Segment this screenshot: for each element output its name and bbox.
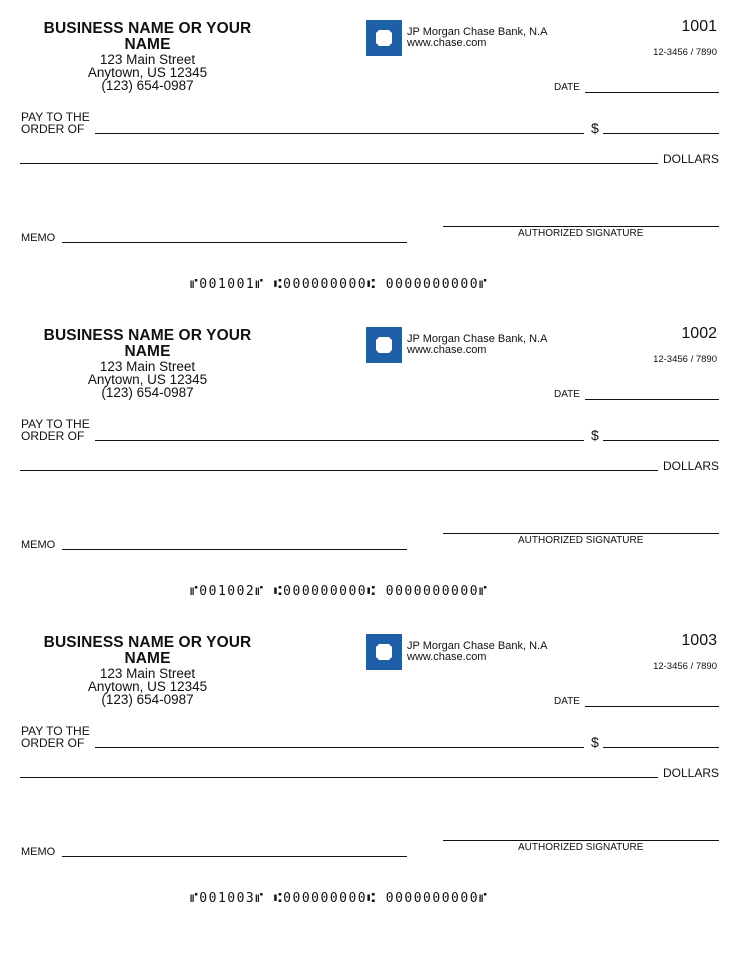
- micr-line: ⑈001003⑈ ⑆000000000⑆ 0000000000⑈: [190, 891, 489, 906]
- business-phone: (123) 654-0987: [101, 78, 194, 93]
- business-address: 123 Main Street: [99, 666, 196, 681]
- amount-words-field-line[interactable]: [20, 163, 658, 164]
- amount-field-line[interactable]: [603, 747, 719, 748]
- pay-to-label-line2: ORDER OF: [21, 121, 85, 136]
- amount-words-field-line[interactable]: [20, 777, 658, 778]
- business-address: 123 Main Street: [99, 52, 196, 67]
- bank-info: [407, 641, 547, 663]
- check-number: 1002: [681, 325, 717, 342]
- date-label: DATE: [554, 696, 580, 707]
- business-phone: (123) 654-0987: [101, 385, 194, 400]
- memo-field-line[interactable]: [62, 549, 407, 550]
- date-field-line[interactable]: [585, 92, 719, 93]
- memo-label: MEMO: [21, 232, 56, 244]
- dollar-sign: $: [591, 427, 599, 443]
- date-field-line[interactable]: [585, 706, 719, 707]
- business-name: BUSINESS NAME OR YOUR NAME: [43, 327, 252, 360]
- business-info: [20, 635, 275, 706]
- micr-line: ⑈001001⑈ ⑆000000000⑆ 0000000000⑈: [190, 277, 489, 292]
- business-city: Anytown, US 12345: [87, 679, 208, 694]
- memo-label: MEMO: [21, 539, 56, 551]
- date-field-line[interactable]: [585, 399, 719, 400]
- check-1: [0, 0, 742, 307]
- dollars-label: DOLLARS: [663, 459, 720, 473]
- memo-label: MEMO: [21, 846, 56, 858]
- business-info: [20, 21, 275, 92]
- payee-field-line[interactable]: [95, 747, 584, 748]
- payee-field-line[interactable]: [95, 133, 584, 134]
- pay-to-label-line1: PAY TO THE: [21, 417, 90, 431]
- pay-to-label-line2: ORDER OF: [21, 428, 85, 443]
- business-address: 123 Main Street: [99, 359, 196, 374]
- business-name: BUSINESS NAME OR YOUR NAME: [43, 20, 252, 53]
- dollars-label: DOLLARS: [663, 766, 720, 780]
- payee-field-line[interactable]: [95, 440, 584, 441]
- pay-to-label-line1: PAY TO THE: [21, 724, 90, 738]
- check-number: 1001: [681, 18, 717, 35]
- check-2: [0, 307, 742, 614]
- bank-url: www.chase.com: [407, 344, 487, 356]
- signature-field-line[interactable]: [443, 226, 719, 227]
- business-name: BUSINESS NAME OR YOUR NAME: [43, 634, 252, 667]
- business-phone: (123) 654-0987: [101, 692, 194, 707]
- signature-label: AUTHORIZED SIGNATURE: [518, 535, 644, 546]
- pay-to-label-line1: PAY TO THE: [21, 110, 90, 124]
- routing-fraction: 12-3456 / 7890: [653, 47, 717, 58]
- pay-to-label: [21, 726, 90, 749]
- signature-field-line[interactable]: [443, 533, 719, 534]
- routing-fraction: 12-3456 / 7890: [653, 354, 717, 365]
- routing-fraction: 12-3456 / 7890: [653, 661, 717, 672]
- dollar-sign: $: [591, 734, 599, 750]
- bank-name: JP Morgan Chase Bank, N.A: [407, 333, 548, 345]
- pay-to-label: [21, 419, 90, 442]
- business-city: Anytown, US 12345: [87, 65, 208, 80]
- micr-line: ⑈001002⑈ ⑆000000000⑆ 0000000000⑈: [190, 584, 489, 599]
- chase-logo-icon: [366, 327, 402, 363]
- bank-name: JP Morgan Chase Bank, N.A: [407, 26, 548, 38]
- bank-info: [407, 334, 547, 356]
- business-info: [20, 328, 275, 399]
- check-3: [0, 614, 742, 921]
- business-city: Anytown, US 12345: [87, 372, 208, 387]
- chase-logo-icon: [366, 634, 402, 670]
- signature-label: AUTHORIZED SIGNATURE: [518, 228, 644, 239]
- chase-logo-icon: [366, 20, 402, 56]
- check-number: 1003: [681, 632, 717, 649]
- bank-url: www.chase.com: [407, 651, 487, 663]
- amount-words-field-line[interactable]: [20, 470, 658, 471]
- amount-field-line[interactable]: [603, 440, 719, 441]
- date-label: DATE: [554, 389, 580, 400]
- memo-field-line[interactable]: [62, 242, 407, 243]
- signature-field-line[interactable]: [443, 840, 719, 841]
- pay-to-label-line2: ORDER OF: [21, 735, 85, 750]
- signature-label: AUTHORIZED SIGNATURE: [518, 842, 644, 853]
- date-label: DATE: [554, 82, 580, 93]
- bank-url: www.chase.com: [407, 37, 487, 49]
- bank-name: JP Morgan Chase Bank, N.A: [407, 640, 548, 652]
- bank-info: [407, 27, 547, 49]
- dollar-sign: $: [591, 120, 599, 136]
- amount-field-line[interactable]: [603, 133, 719, 134]
- memo-field-line[interactable]: [62, 856, 407, 857]
- pay-to-label: [21, 112, 90, 135]
- dollars-label: DOLLARS: [663, 152, 720, 166]
